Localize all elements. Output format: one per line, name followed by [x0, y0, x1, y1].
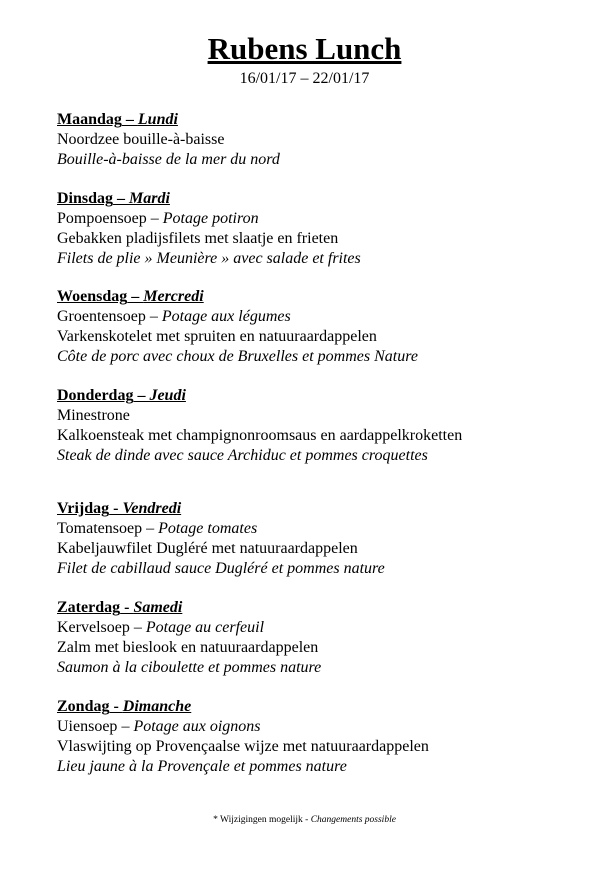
soup-nl: Minestrone — [57, 407, 130, 424]
dish-separator: – — [146, 210, 163, 227]
dish-line — [57, 150, 597, 170]
dish-separator: – — [142, 520, 159, 537]
dish-line — [57, 618, 597, 638]
dish-fr: Filet de cabillaud sauce Dugléré et pommes nature — [57, 560, 385, 577]
dish-line — [57, 638, 597, 658]
day-separator: – — [133, 387, 150, 404]
dish-fr: Lieu jaune à la Provençale et pommes nature — [57, 758, 347, 775]
dish-fr: Steak de dinde avec sauce Archiduc et pommes croquettes — [57, 447, 428, 464]
footer-fr: Changements possible — [310, 815, 396, 825]
soup-fr: Potage aux légumes — [161, 308, 291, 325]
day-saturday — [57, 598, 597, 678]
dish-fr: Filets de plie » Meunière » avec salade et frites — [57, 250, 361, 267]
dish-line — [57, 249, 597, 269]
day-friday — [57, 499, 597, 579]
dish-fr: Côte de porc avec choux de Bruxelles et pommes Nature — [57, 348, 418, 365]
day-name-nl: Maandag — [57, 111, 122, 128]
day-separator: - — [109, 500, 123, 517]
dish-line — [57, 327, 597, 347]
day-tuesday — [57, 189, 597, 269]
day-name-fr: Dimanche — [122, 698, 192, 715]
page-title: Rubens Lunch — [207, 31, 402, 66]
day-thursday — [57, 386, 597, 466]
day-name-nl: Donderdag — [57, 387, 134, 404]
day-name-nl: Dinsdag — [57, 190, 114, 207]
day-heading — [57, 499, 597, 519]
footer-separator: - — [302, 815, 311, 825]
dish-line — [57, 229, 597, 249]
dish-separator: – — [117, 718, 134, 735]
dish-nl: Varkenskotelet met spruiten en natuuraardappelen — [57, 328, 377, 345]
dish-nl: Kalkoensteak met champignonroomsaus en aardappelkroketten — [57, 427, 463, 444]
dish-line — [57, 406, 597, 426]
day-heading — [57, 110, 597, 130]
day-name-fr: Jeudi — [149, 387, 186, 404]
day-separator: - — [109, 698, 123, 715]
dish-nl: Noordzee bouille-à-baisse — [57, 131, 225, 148]
footer-nl: * Wijzigingen mogelijk — [213, 815, 303, 825]
soup-nl: Uiensoep — [57, 718, 118, 735]
dish-line — [57, 559, 597, 579]
soup-nl: Groentensoep — [57, 308, 146, 325]
dish-line — [57, 426, 597, 446]
day-name-fr: Vendredi — [122, 500, 182, 517]
day-heading — [57, 697, 597, 717]
dish-nl: Vlaswijting op Provençaalse wijze met natuuraardappelen — [57, 738, 429, 755]
dish-fr: Bouille-à-baisse de la mer du nord — [57, 151, 280, 168]
dish-line — [57, 757, 597, 777]
soup-fr: Potage aux oignons — [133, 718, 261, 735]
day-name-fr: Lundi — [137, 111, 178, 128]
day-name-fr: Samedi — [133, 599, 183, 616]
dish-fr: Saumon à la ciboulette et pommes nature — [57, 659, 322, 676]
day-wednesday — [57, 287, 597, 367]
soup-nl: Tomatensoep — [57, 520, 143, 537]
footer-note — [0, 814, 609, 826]
dish-line — [57, 307, 597, 327]
date-range: 16/01/17 – 22/01/17 — [239, 70, 370, 87]
day-name-nl: Woensdag — [57, 288, 128, 305]
soup-nl: Kervelsoep — [57, 619, 130, 636]
dish-separator: – — [145, 308, 162, 325]
day-name-fr: Mercredi — [143, 288, 204, 305]
day-heading — [57, 598, 597, 618]
dish-line — [57, 519, 597, 539]
day-name-nl: Zaterdag — [57, 599, 121, 616]
dish-line — [57, 658, 597, 678]
soup-fr: Potage potiron — [162, 210, 259, 227]
dish-line — [57, 737, 597, 757]
dish-line — [57, 717, 597, 737]
day-heading — [57, 189, 597, 209]
dish-line — [57, 347, 597, 367]
soup-fr: Potage tomates — [158, 520, 258, 537]
soup-nl: Pompoensoep — [57, 210, 147, 227]
day-name-nl: Vrijdag — [57, 500, 110, 517]
dish-line — [57, 446, 597, 466]
day-monday — [57, 110, 597, 170]
day-name-nl: Zondag — [57, 698, 110, 715]
dish-line — [57, 539, 597, 559]
day-separator: – — [127, 288, 144, 305]
day-separator: – — [113, 190, 130, 207]
dish-line — [57, 209, 597, 229]
dish-separator: – — [129, 619, 146, 636]
day-heading — [57, 287, 597, 307]
day-heading — [57, 386, 597, 406]
day-name-fr: Mardi — [129, 190, 170, 207]
dish-nl: Zalm met bieslook en natuuraardappelen — [57, 639, 319, 656]
day-separator: – — [121, 111, 138, 128]
dish-line — [57, 130, 597, 150]
day-sunday — [57, 697, 597, 777]
dish-nl: Gebakken pladijsfilets met slaatje en frieten — [57, 230, 339, 247]
day-separator: - — [120, 599, 134, 616]
dish-nl: Kabeljauwfilet Dugléré met natuuraardappelen — [57, 540, 358, 557]
soup-fr: Potage au cerfeuil — [145, 619, 265, 636]
